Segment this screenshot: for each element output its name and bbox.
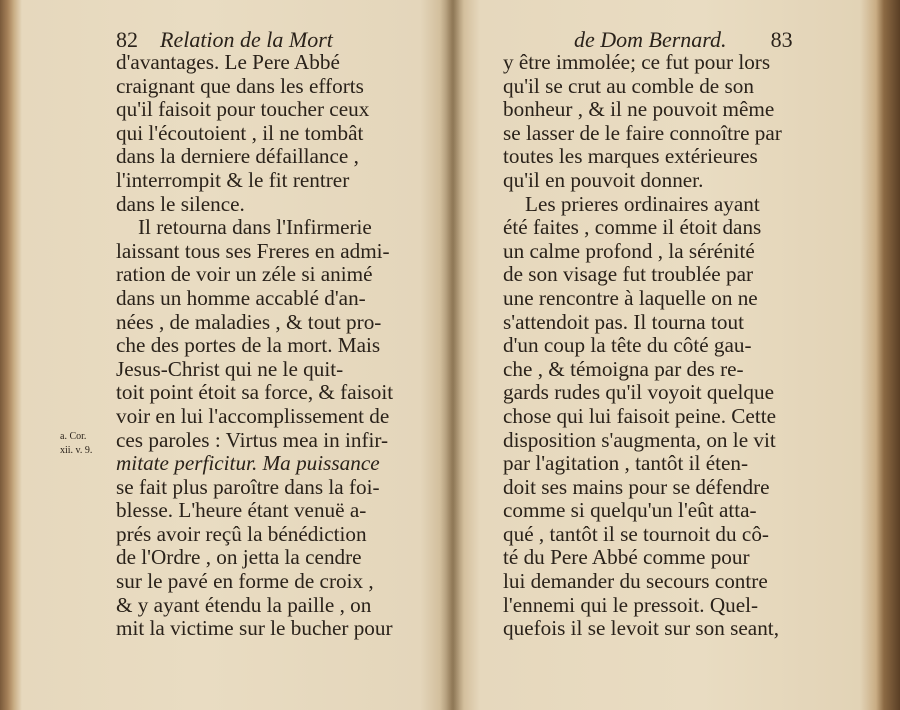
text-line: se lasser de le faire connoître par xyxy=(503,120,782,145)
text-line: par l'agitation , tantôt il éten- xyxy=(503,451,749,476)
left-running-title: Relation de la Mort xyxy=(160,27,333,52)
margin-note-line: xii. v. 9. xyxy=(60,445,93,456)
text-line: qu'il faisoit pour toucher ceux xyxy=(116,97,370,122)
text-line: chose qui lui faisoit peine. Cette xyxy=(503,403,777,428)
text-line: qui l'écoutoient , il ne tombât xyxy=(116,120,364,145)
text-line: qué , tantôt il se tournoit du cô- xyxy=(503,521,769,546)
text-line: toit point étoit sa force, & faisoit xyxy=(116,380,394,405)
left-page-number: 82 xyxy=(116,27,138,52)
text-line: ces paroles : Virtus mea in infir- xyxy=(116,427,389,452)
text-line: bonheur , & il ne pouvoit même xyxy=(503,97,775,122)
text-line: voir en lui l'accomplissement de xyxy=(116,403,390,428)
text-line: toutes les marques extérieures xyxy=(503,144,758,169)
text-line: d'un coup la tête du côté gau- xyxy=(503,333,752,358)
text-line: l'interrompit & le fit rentrer xyxy=(116,167,350,192)
text-line: blesse. L'heure étant venuë a- xyxy=(116,498,367,523)
text-line: Jesus-Christ qui ne le quit- xyxy=(116,356,344,381)
text-line: prés avoir reçû la bénédiction xyxy=(116,521,367,546)
text-line: dans un homme accablé d'an- xyxy=(116,285,366,310)
text-line: y être immolée; ce fut pour lors xyxy=(503,50,771,74)
text-line: se fait plus paroître dans la foi- xyxy=(116,474,380,499)
text-line: quefois il se levoit sur son seant, xyxy=(503,616,779,641)
left-page-text xyxy=(116,51,421,641)
text-line: l'ennemi qui le pressoit. Quel- xyxy=(503,592,759,617)
text-line: gards rudes qu'il voyoit quelque xyxy=(503,380,774,405)
text-line: comme si quelqu'un l'eût atta- xyxy=(503,498,757,523)
right-page-text xyxy=(503,51,821,641)
text-line: une rencontre à laquelle on ne xyxy=(503,285,758,310)
text-line: d'avantages. Le Pere Abbé xyxy=(116,50,340,74)
text-line: té du Pere Abbé comme pour xyxy=(503,545,750,570)
text-line: un calme profond , la sérénité xyxy=(503,238,755,263)
text-line: dans le silence. xyxy=(116,191,245,216)
text-line: été faites , comme il étoit dans xyxy=(503,215,762,240)
text-line: de l'Ordre , on jetta la cendre xyxy=(116,545,362,570)
right-page-number: 83 xyxy=(770,27,793,52)
text-line: sur le pavé en forme de croix , xyxy=(116,569,374,594)
text-line: Les prieres ordinaires ayant xyxy=(525,191,760,216)
text-line: & y ayant étendu la paille , on xyxy=(116,592,372,617)
margin-note xyxy=(60,430,92,458)
left-page xyxy=(22,0,447,710)
text-line: Il retourna dans l'Infirmerie xyxy=(138,215,372,240)
text-line: che , & témoigna par des re- xyxy=(503,356,744,381)
right-running-title: de Dom Bernard. xyxy=(574,27,727,52)
text-line: qu'il se crut au comble de son xyxy=(503,73,754,98)
text-line: nées , de maladies , & tout pro- xyxy=(116,309,382,334)
text-line: mitate perficitur. Ma puissance xyxy=(116,451,380,476)
text-line: s'attendoit pas. Il tourna tout xyxy=(503,309,744,334)
text-line: qu'il en pouvoit donner. xyxy=(503,167,704,192)
text-line: craignant que dans les efforts xyxy=(116,73,364,98)
text-line: lui demander du secours contre xyxy=(503,569,768,594)
text-line: mit la victime sur le bucher pour xyxy=(116,616,393,641)
text-line: che des portes de la mort. Mais xyxy=(116,333,381,358)
right-page xyxy=(462,0,882,710)
text-line: de son visage fut troublée par xyxy=(503,262,754,287)
text-line: laissant tous ses Freres en admi- xyxy=(116,238,390,263)
text-line: dans la derniere défaillance , xyxy=(116,144,359,169)
text-line: doit ses mains pour se défendre xyxy=(503,474,770,499)
text-line: ration de voir un zéle si animé xyxy=(116,262,373,287)
margin-note-line: a. Cor. xyxy=(60,431,87,442)
text-line: disposition s'augmenta, on le vit xyxy=(503,427,776,452)
